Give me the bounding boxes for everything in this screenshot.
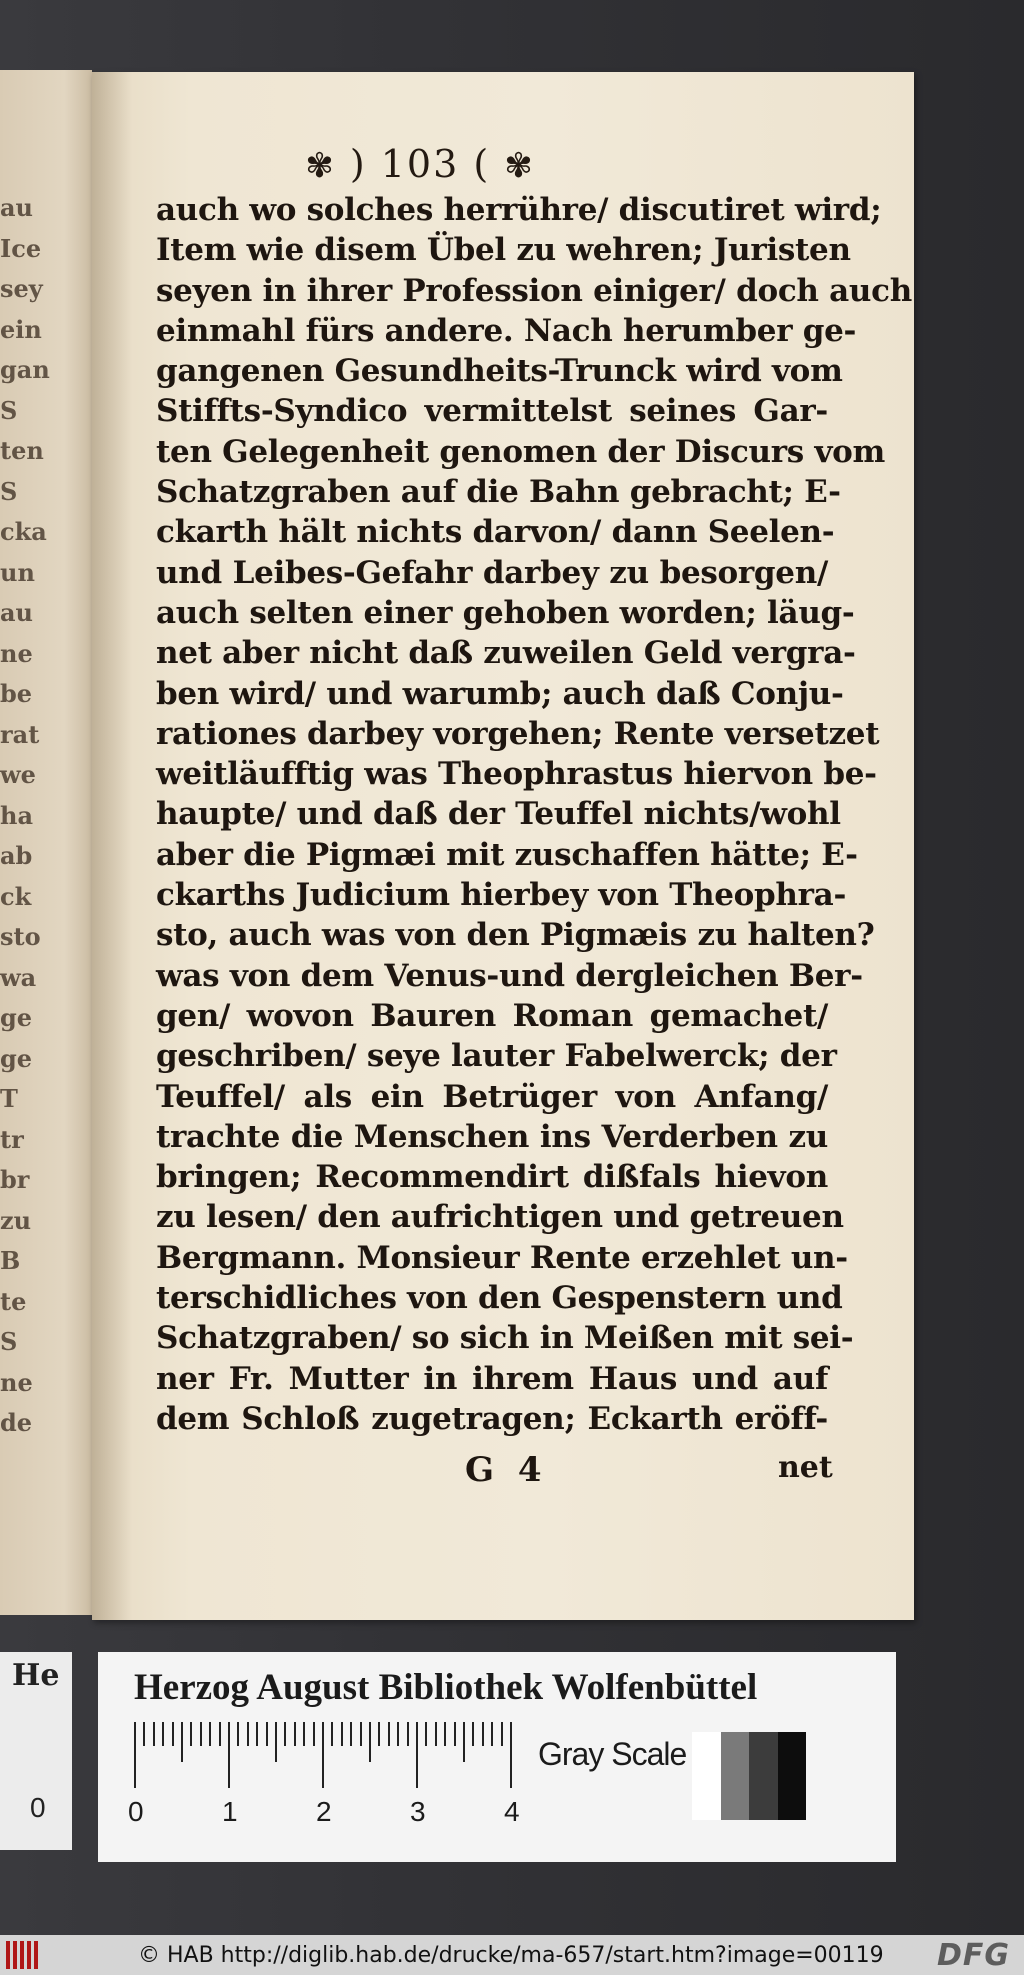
text-line: haupte/ und daß der Teuffel nichts/wohl — [156, 796, 841, 833]
left-page-fragment: S — [0, 476, 18, 506]
ornament-right-icon: ✾ — [504, 146, 535, 186]
ruler-tick — [266, 1722, 268, 1746]
left-page-fragment: S — [0, 395, 18, 425]
ruler-tick — [322, 1722, 324, 1788]
text-line: rationes darbey vorgehen; Rente versetzet — [156, 715, 880, 752]
text-line: zu lesen/ den aufrichtigen und getreuen — [156, 1199, 844, 1236]
left-page-fragment: ein — [0, 314, 42, 344]
text-line: ckarths Judicium hierbey von Theophra- — [156, 877, 847, 914]
gray-swatch — [749, 1732, 778, 1820]
scale-ruler — [134, 1722, 530, 1792]
ruler-tick — [200, 1722, 202, 1746]
text-line: terschidliches von den Gespenstern und — [156, 1280, 843, 1317]
left-page-fragment: Ice — [0, 233, 42, 263]
gray-swatch — [692, 1732, 721, 1820]
ruler-tick — [378, 1722, 380, 1746]
gray-swatch — [721, 1732, 750, 1820]
ruler-tick — [190, 1722, 192, 1746]
ruler-tick — [275, 1722, 277, 1762]
ruler-tick — [219, 1722, 221, 1746]
ruler-tick — [172, 1722, 174, 1746]
text-line: Schatzgraben auf die Bahn gebracht; E- — [156, 474, 841, 511]
left-page-fragment: te — [0, 1286, 27, 1316]
left-page-fragment: ne — [0, 1367, 33, 1397]
left-page-fragment: ck — [0, 881, 32, 911]
left-page-fragment: ge — [0, 1003, 33, 1032]
text-line: einmahl fürs andere. Nach herumber ge- — [156, 312, 857, 349]
ruler-tick — [153, 1722, 155, 1746]
text-line: auch selten einer gehoben worden; läug- — [156, 594, 855, 631]
text-line: dem Schloß zugetragen; Eckarth eröff- — [156, 1400, 828, 1437]
ruler-tick — [435, 1722, 437, 1746]
ruler-tick — [237, 1722, 239, 1746]
ruler-tick — [143, 1722, 145, 1746]
ruler-tick — [454, 1722, 456, 1746]
text-line: gangenen Gesundheits-Trunck wird vom — [156, 353, 843, 390]
ruler-numbers — [128, 1796, 554, 1836]
left-page-fragment: ten — [0, 436, 44, 465]
text-line: sto, auch was von den Pigmæis zu halten? — [156, 917, 875, 954]
color-card — [98, 1652, 896, 1862]
ruler-tick — [491, 1722, 493, 1746]
left-page-fragments — [0, 188, 50, 1444]
card-fragment-title: He — [12, 1658, 60, 1693]
left-page-fragment: ab — [0, 841, 33, 870]
dfg-logo: DFG — [936, 1938, 1010, 1973]
signature-mark: G 4 — [465, 1450, 548, 1490]
hab-logo-icon — [6, 1941, 46, 1969]
left-page-fragment: sey — [0, 274, 43, 303]
ruler-tick — [369, 1722, 371, 1762]
text-line: Stiffts-Syndico vermittelst seines Gar- — [156, 393, 828, 430]
text-line: was von dem Venus-und dergleichen Ber- — [156, 957, 863, 994]
ruler-tick — [134, 1722, 136, 1788]
left-neighbour-page — [0, 70, 92, 1615]
ruler-tick — [510, 1722, 512, 1788]
ruler-tick — [209, 1722, 211, 1746]
text-line: ckarth hält nichts darvon/ dann Seelen- — [156, 514, 835, 551]
gray-scale-swatches — [692, 1732, 806, 1820]
ruler-tick — [228, 1722, 230, 1788]
ruler-tick — [360, 1722, 362, 1746]
text-line: Item wie disem Übel zu wehren; Juristen — [156, 232, 851, 269]
text-line: Bergmann. Monsieur Rente erzehlet un- — [156, 1239, 848, 1276]
text-line: trachte die Menschen ins Verderben zu — [156, 1118, 828, 1155]
ruler-tick — [407, 1722, 409, 1746]
left-page-fragment: we — [0, 760, 36, 789]
left-page-fragment: br — [0, 1165, 30, 1194]
ruler-tick — [284, 1722, 286, 1746]
card-fragment-number: 0 — [30, 1792, 46, 1823]
card-title: Herzog August Bibliothek Wolfenbüttel — [134, 1667, 758, 1708]
ruler-tick — [388, 1722, 390, 1746]
ruler-tick — [181, 1722, 183, 1762]
text-line: ner Fr. Mutter in ihrem Haus und auf — [156, 1360, 828, 1397]
ruler-number: 1 — [222, 1796, 238, 1827]
ruler-tick — [162, 1722, 164, 1746]
ruler-tick — [341, 1722, 343, 1746]
left-page-fragment: cka — [0, 517, 47, 546]
page-number: ) 103 ( — [349, 142, 491, 186]
left-page-fragment: sto — [0, 922, 41, 951]
ruler-tick — [256, 1722, 258, 1746]
ruler-number: 4 — [504, 1796, 520, 1827]
ruler-tick — [247, 1722, 249, 1746]
left-page-fragment: B — [0, 1246, 21, 1275]
text-line: ten Gelegenheit genomen der Discurs vom — [156, 433, 886, 470]
left-page-fragment: au — [0, 598, 33, 627]
ruler-number: 2 — [316, 1796, 332, 1827]
gray-scale-label: Gray Scale — [538, 1736, 687, 1772]
text-line: gen/ wovon Bauren Roman gemachet/ — [156, 997, 828, 1034]
text-line: Teuffel/ als ein Betrüger von Anfang/ — [156, 1078, 828, 1115]
left-page-fragment: ge — [0, 1043, 33, 1073]
ruler-tick — [444, 1722, 446, 1746]
left-page-fragment: ne — [0, 638, 33, 668]
text-line: geschriben/ seye lauter Fabelwerck; der — [156, 1038, 837, 1075]
catchword: net — [778, 1450, 833, 1485]
text-line: Schatzgraben/ so sich in Meißen mit sei- — [156, 1320, 854, 1357]
text-line: net aber nicht daß zuweilen Geld vergra- — [156, 635, 856, 672]
page-body-text — [156, 190, 912, 1439]
ruler-tick — [416, 1722, 418, 1788]
ruler-tick — [350, 1722, 352, 1746]
left-page-fragment: un — [0, 557, 35, 587]
ruler-tick — [303, 1722, 305, 1746]
copyright-link[interactable]: © HAB http://diglib.hab.de/drucke/ma-657/start.htm?image=00119 — [138, 1942, 884, 1968]
text-line: weitläufftig was Theophrastus hiervon be- — [156, 756, 877, 793]
left-page-fragment: tr — [0, 1124, 24, 1154]
color-card-fragment — [0, 1652, 72, 1850]
gray-swatch — [778, 1732, 807, 1820]
left-page-fragment: au — [0, 193, 33, 222]
ruler-tick — [482, 1722, 484, 1746]
text-line: und Leibes-Gefahr darbey zu besorgen/ — [156, 554, 828, 591]
ruler-tick — [501, 1722, 503, 1746]
page-header — [250, 142, 590, 186]
footer-bar — [0, 1935, 1024, 1975]
ruler-tick — [472, 1722, 474, 1746]
left-page-fragment: T — [0, 1084, 18, 1113]
ruler-number: 3 — [410, 1796, 426, 1827]
left-page-fragment: gan — [0, 355, 50, 384]
left-page-fragment: zu — [0, 1205, 32, 1235]
left-page-fragment: de — [0, 1408, 33, 1437]
text-line: aber die Pigmæi mit zuschaffen hätte; E- — [156, 836, 858, 873]
ruler-tick — [294, 1722, 296, 1746]
ruler-tick — [397, 1722, 399, 1746]
ruler-tick — [425, 1722, 427, 1746]
left-page-fragment: rat — [0, 719, 40, 749]
ruler-tick — [313, 1722, 315, 1746]
text-line: seyen in ihrer Profession einiger/ doch auch — [156, 272, 912, 309]
ruler-number: 0 — [128, 1796, 144, 1827]
left-page-fragment: wa — [0, 962, 37, 992]
left-page-fragment: be — [0, 679, 33, 708]
ruler-tick — [331, 1722, 333, 1746]
text-line: bringen; Recommendirt dißfals hievon — [156, 1159, 828, 1196]
ruler-tick — [463, 1722, 465, 1762]
ornament-left-icon: ✾ — [305, 146, 336, 186]
left-page-fragment: ha — [0, 800, 33, 830]
text-line: ben wird/ und warumb; auch daß Conju- — [156, 675, 844, 712]
text-line: auch wo solches herrühre/ discutiret wird; — [156, 192, 882, 228]
left-page-fragment: S — [0, 1327, 18, 1356]
gutter-shadow — [92, 72, 132, 1620]
